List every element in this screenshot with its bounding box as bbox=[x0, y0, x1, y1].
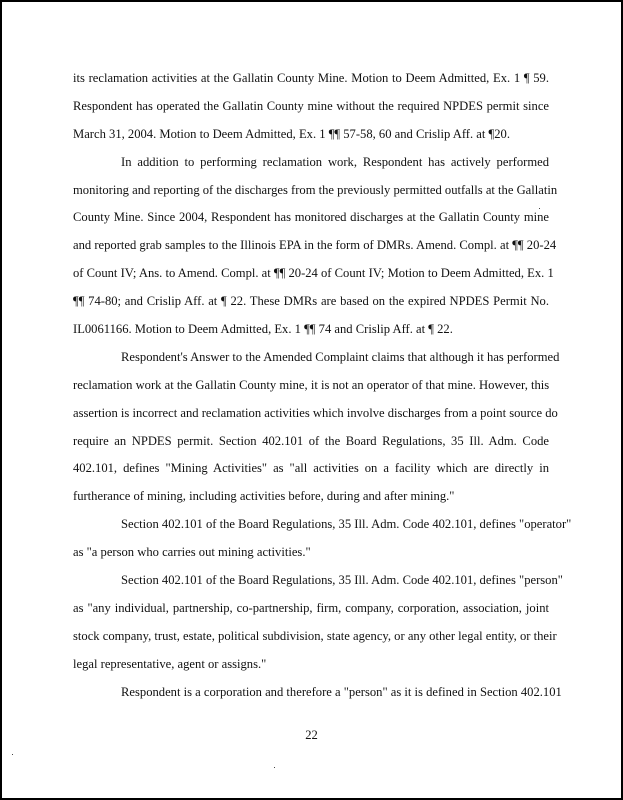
text-line: Section 402.101 of the Board Regulations, 35 Ill. Adm. Code 402.101, defines "person" bbox=[121, 573, 563, 588]
text-line: Respondent's Answer to the Amended Complaint claims that although it has performed bbox=[121, 349, 560, 364]
text-line: March 31, 2004. Motion to Deem Admitted, Ex. 1 ¶¶ 57-58, 60 and Crislip Aff. at ¶20. bbox=[73, 126, 510, 141]
text-line: monitoring and reporting of the discharges from the previously permitted outfalls at the Gallatin bbox=[73, 182, 558, 197]
text-line: require an NPDES permit. Section 402.101 of the Board Regulations, 35 Ill. Adm. Code bbox=[73, 433, 549, 448]
text-line: and reported grab samples to the Illinois EPA in the form of DMRs. Amend. Compl. at ¶¶ 20-24 bbox=[73, 238, 557, 253]
text-line: as "any individual, partnership, co-partnership, firm, company, corporation, association, joint bbox=[73, 600, 549, 615]
text-line: Respondent has operated the Gallatin County mine without the required NPDES permit since bbox=[73, 98, 549, 113]
body-text bbox=[73, 70, 572, 711]
text-line: In addition to performing reclamation work, Respondent has actively performed bbox=[121, 154, 549, 169]
scan-speck bbox=[274, 767, 275, 768]
page-number: 22 bbox=[305, 728, 318, 742]
text-line: IL0061166. Motion to Deem Admitted, Ex. 1 ¶¶ 74 and Crislip Aff. at ¶ 22. bbox=[73, 322, 453, 337]
text-line: its reclamation activities at the Gallatin County Mine. Motion to Deem Admitted, Ex. 1 ¶ 59. bbox=[73, 71, 549, 85]
text-line: reclamation work at the Gallatin County mine, it is not an operator of that mine. However, this bbox=[73, 377, 550, 392]
text-line: as "a person who carries out mining activities." bbox=[73, 545, 311, 560]
scan-speck bbox=[539, 208, 540, 209]
text-line: ¶¶ 74-80; and Crislip Aff. at ¶ 22. These DMRs are based on the expired NPDES Permit No. bbox=[73, 294, 549, 309]
text-line: of Count IV; Ans. to Amend. Compl. at ¶¶ 20-24 of Count IV; Motion to Deem Admitted, Ex. 1 bbox=[73, 266, 554, 281]
scan-speck bbox=[12, 754, 13, 755]
text-line: County Mine. Since 2004, Respondent has monitored discharges at the Gallatin County mine bbox=[73, 210, 549, 225]
text-line: Section 402.101 of the Board Regulations, 35 Ill. Adm. Code 402.101, defines "operator" bbox=[121, 517, 572, 532]
text-line: 402.101, defines "Mining Activities" as "all activities on a facility which are directly in bbox=[73, 461, 549, 476]
text-line: legal representative, agent or assigns." bbox=[73, 656, 267, 671]
text-line: assertion is incorrect and reclamation activities which involve discharges from a point source do bbox=[73, 405, 558, 420]
text-line: furtherance of mining, including activities before, during and after mining." bbox=[73, 489, 455, 504]
text-line: stock company, trust, estate, political subdivision, state agency, or any other legal entity, or their bbox=[73, 628, 557, 643]
text-line: Respondent is a corporation and therefore a "person" as it is defined in Section 402.101 bbox=[121, 684, 562, 699]
